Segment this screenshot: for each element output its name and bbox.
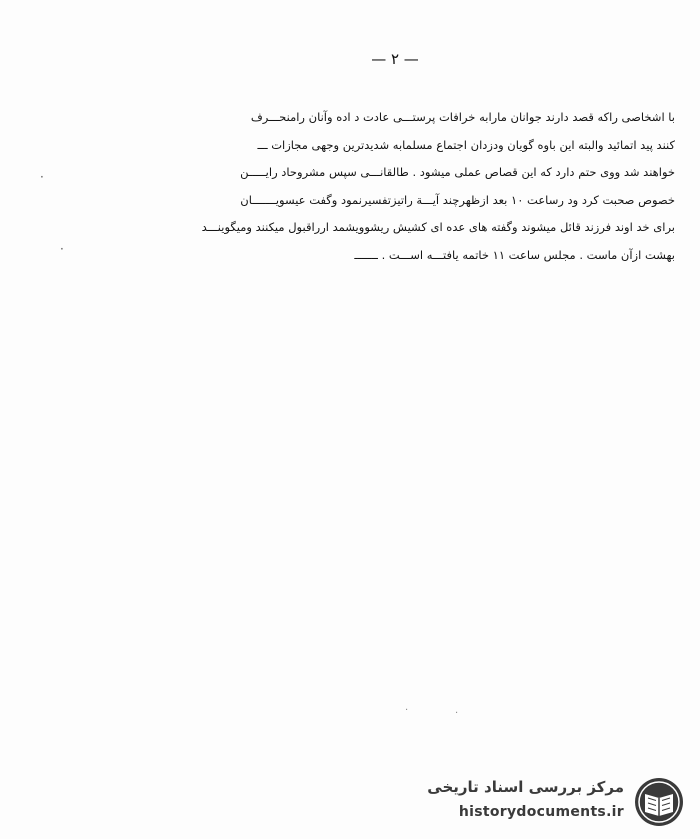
text-line: خواهند شد ووی حتم دارد که این قصاص عملی میشود . طالقانـــی سپس مشروحاد رایـــــن — [240, 165, 675, 179]
watermark-title: مرکز بررسی اسناد تاریخی — [427, 778, 624, 796]
text-line: خصوص صحبت کرد ود رساعت ۱۰ بعد ازظهرچند آیـــة راتیزتفسیرنمود وگفت عیسویـــــــان — [240, 192, 675, 207]
book-seal-icon — [632, 776, 686, 828]
document-body — [130, 104, 675, 269]
watermark-url: historydocuments.ir — [458, 804, 624, 820]
margin-speck: · — [60, 242, 64, 256]
margin-speck: · — [40, 170, 44, 184]
text-line: با اشخاصی راکه قصد دارند جوانان مارابه خرافات پرستـــی عادت د اده وآنان رامنحـــرف — [250, 110, 675, 124]
text-line: کنند پید اتمائید والبته این باوه گویان ودزدان اجتماع مسلمابه شدیدترین وجهی مجازات ـــ — [257, 137, 675, 152]
text-line: برای خد اوند فرزند قائل میشوند وگفته های عده ای کشیش ریشوویشمد ارراقبول میکنند ومیگوینـــد — [201, 220, 675, 234]
watermark — [412, 770, 692, 832]
text-line: بهشت ازآن ماست . مجلس ساعت ۱۱ خاتمه یافتـــه اســـت . ـــــــ — [354, 247, 675, 262]
scan-speck: · — [405, 705, 409, 716]
page-number: — ۲ — — [371, 50, 419, 68]
scan-speck: · — [455, 708, 459, 719]
